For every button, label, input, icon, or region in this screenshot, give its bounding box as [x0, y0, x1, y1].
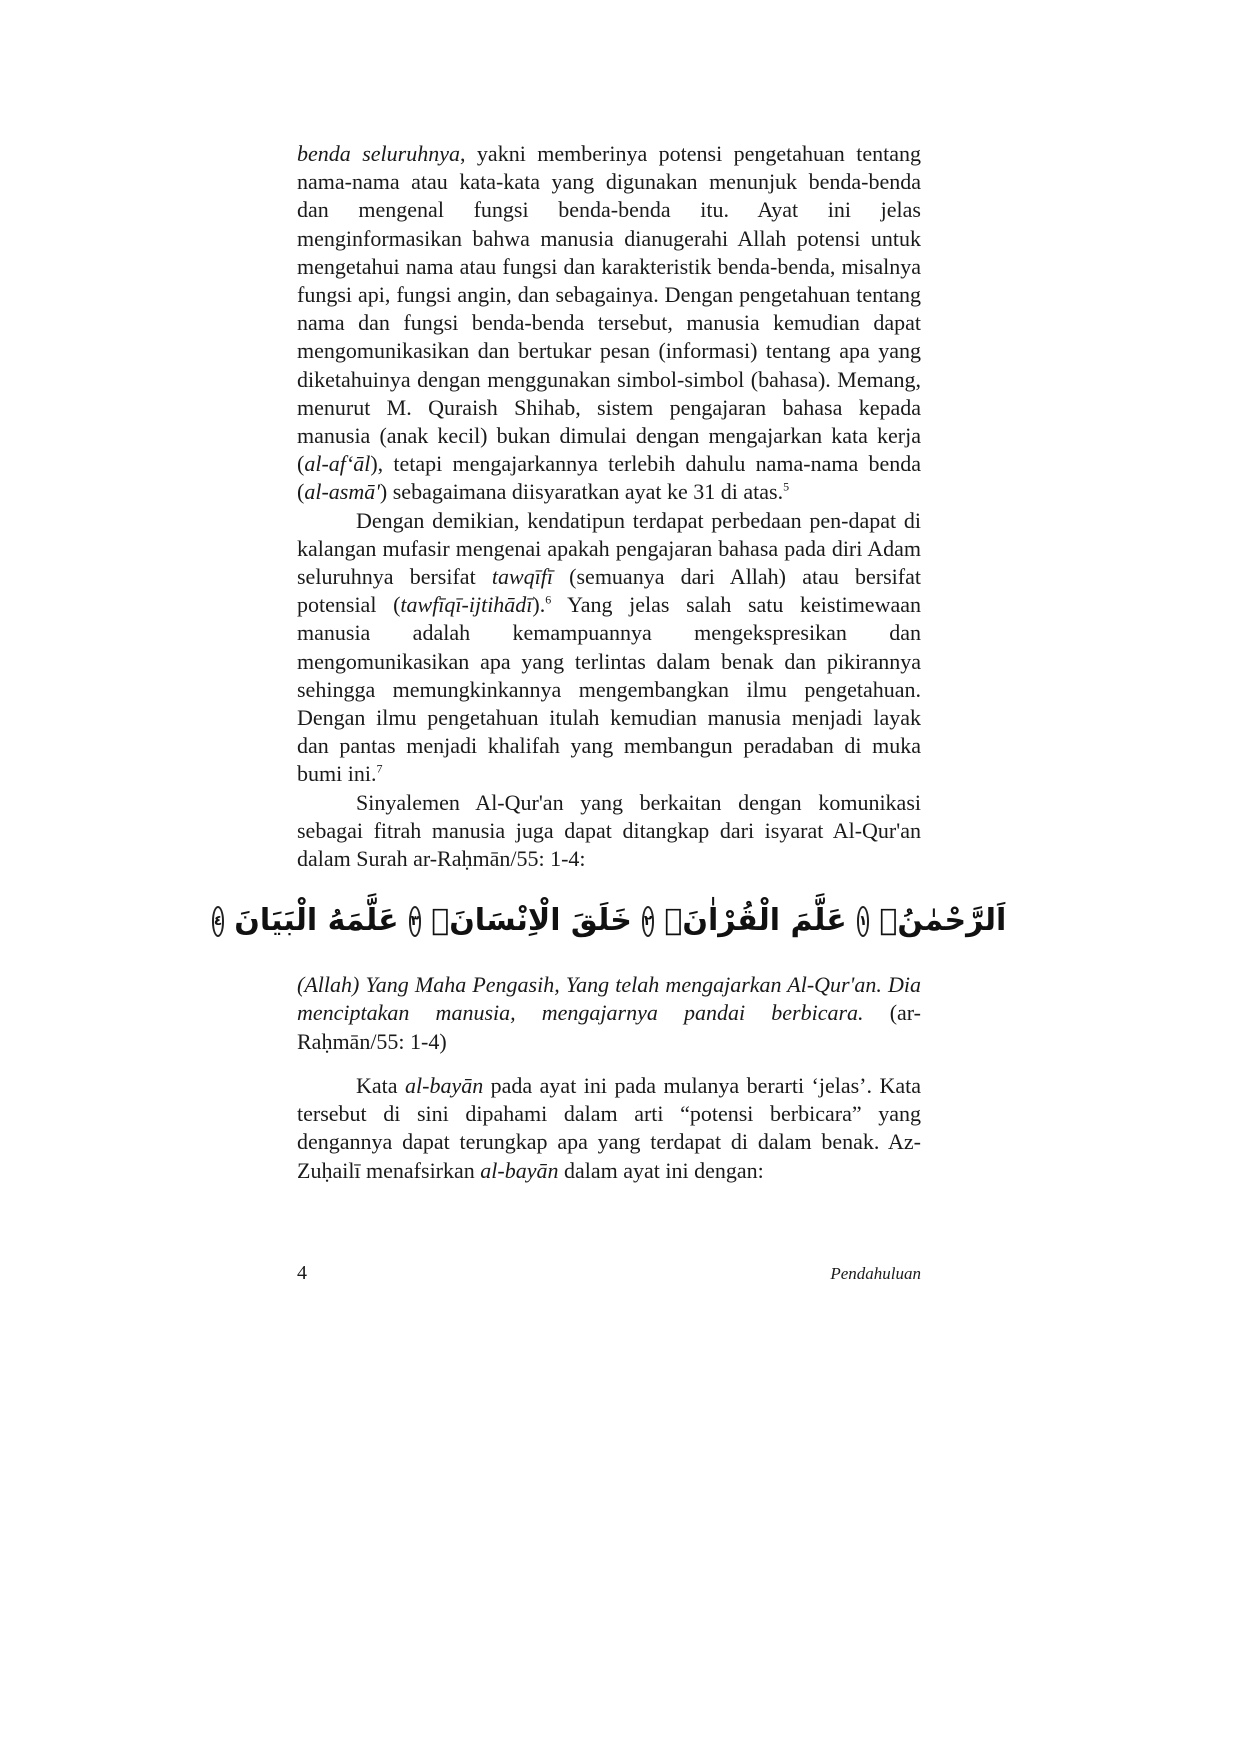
page-number: 4: [297, 1262, 307, 1284]
italic-term: benda seluruhnya: [297, 141, 460, 166]
text-run: (semuanya dari Allah) atau bersifat potensial (: [297, 564, 921, 618]
verse-translation: [297, 971, 921, 1056]
text-run: Sinyalemen Al-Qur'an yang berkaitan dengan komunikasi sebagai fitrah manusia juga dapat ditangkap dari isyarat Al-Qur'an dalam Surah ar-Raḥmān/55: 1-4:: [297, 789, 921, 872]
verse-segment: عَلَّمَهُ الْبَيَانَ: [234, 903, 399, 939]
italic-term: al-asmā': [304, 479, 380, 505]
paragraph: [297, 140, 921, 507]
paragraph: [297, 789, 921, 874]
quran-verse: [213, 897, 1007, 945]
text-run: , yakni memberinya potensi pengetahuan tentang nama-nama atau kata-kata yang digunakan menunjuk benda-benda dan mengenal fungsi benda-benda itu. Ayat ini jelas menginformasikan bahwa manusia dianugerahi Allah potensi untuk mengetahui nama atau fungsi dan karakteristik benda-benda, misalnya fungsi api, fungsi angin, dan sebagainya. Dengan pengetahuan tentang nama dan fungsi benda-benda tersebut, manusia kemudian dapat mengomunikasikan dan bertukar pesan (informasi) tentang apa yang diketahuinya dengan menggunakan simbol-simbol (bahasa). Memang, menurut M. Quraish Shihab, sistem pengajaran bahasa kepada manusia (anak kecil) bukan dimulai dengan mengajarkan kata kerja (: [297, 141, 922, 477]
text-run: dalam ayat ini dengan:: [558, 1157, 764, 1183]
italic-term: tawqīfī: [491, 564, 553, 590]
verse-segment: عَلَّمَ الْقُرْاٰنَۗ: [664, 903, 847, 939]
footnote-ref: 6: [545, 592, 552, 607]
verse-segment: خَلَقَ الْاِنْسَانَۙ: [431, 903, 632, 939]
italic-term: al-af‘āl: [304, 451, 371, 477]
text-run: ).: [532, 592, 546, 618]
verse-number-marker: ٤: [212, 906, 225, 937]
text-run: ), tetapi mengajarkannya terlebih dahulu nama-nama benda (: [297, 451, 921, 505]
paragraph: [297, 1072, 921, 1185]
paragraph: [297, 507, 921, 789]
italic-term: tawfīqī-ijtihādī: [400, 592, 533, 618]
footnote-ref: 5: [783, 480, 790, 495]
verse-number-marker: ٣: [409, 906, 422, 937]
text-run: Kata: [356, 1072, 405, 1098]
italic-term: al-bayān: [480, 1157, 559, 1183]
text-run: (ar-Raḥmān/55: 1-4): [297, 1000, 921, 1054]
text-run: pada ayat ini pada mulanya berarti ‘jelas’. Kata tersebut di sini dipahami dalam arti “potensi berbicara” yang dengannya dapat terungkap apa yang terdapat di dalam benak. Az-Zuḥailī menafsirkan: [297, 1072, 921, 1183]
text-run: ) sebagaimana diisyaratkan ayat ke 31 di atas.: [379, 479, 784, 505]
running-head: Pendahuluan: [830, 1264, 921, 1283]
italic-term: (Allah) Yang Maha Pengasih, Yang telah mengajarkan Al-Qur'an. Dia menciptakan manusia, mengajarnya pandai berbicara.: [297, 972, 921, 1026]
verse-number-marker: ١: [857, 906, 870, 937]
footnote-ref: 7: [376, 762, 383, 777]
text-run: Yang jelas salah satu keistimewaan manusia adalah kemampuannya mengekspresikan dan mengomunikasikan apa yang terlintas dalam benak dan pikirannya sehingga memungkinkannya mengembangkan ilmu pengetahuan. Dengan ilmu pengetahuan itulah kemudian manusia menjadi layak dan pantas menjadi khalifah yang membangun peradaban di muka bumi ini.: [297, 592, 921, 787]
verse-segment: اَلرَّحْمٰنُۙ: [879, 903, 1007, 939]
page-body: [213, 140, 1007, 1185]
verse-number-marker: ٢: [642, 906, 655, 937]
italic-term: al-bayān: [405, 1072, 484, 1098]
text-run: Dengan demikian, kendatipun terdapat perbedaan pen-dapat di kalangan mufasir mengenai apakah pengajaran bahasa pada diri Adam seluruhnya bersifat: [297, 507, 921, 590]
